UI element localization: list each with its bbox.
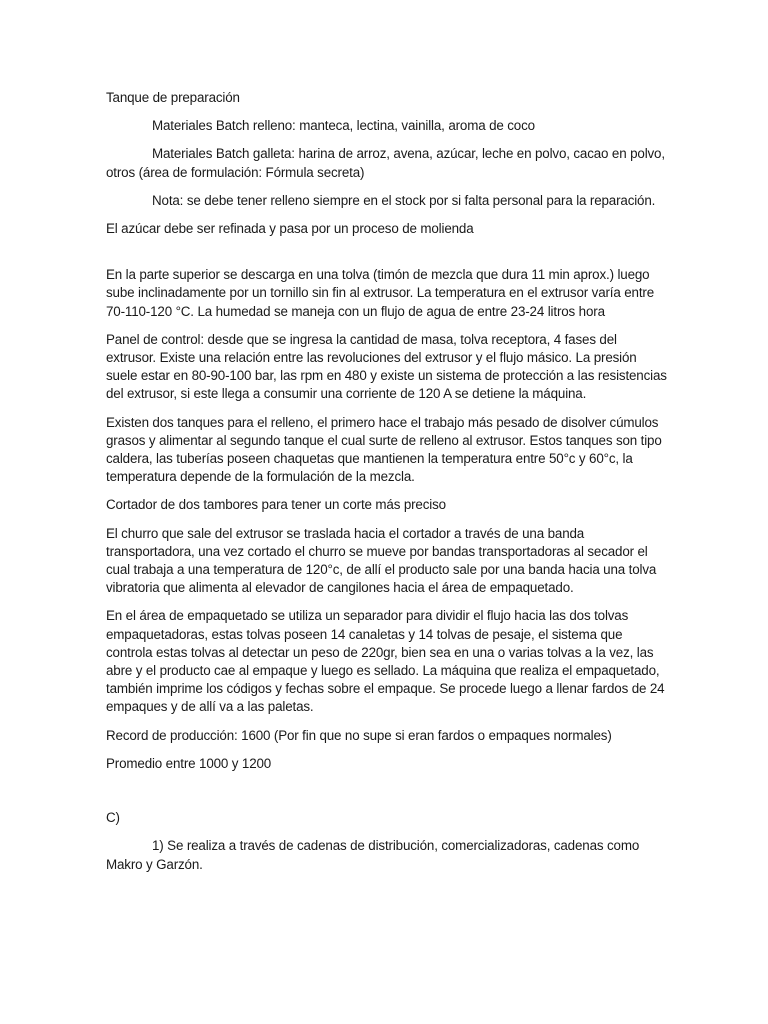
heading-tanque: Tanque de preparación [106, 90, 240, 105]
list-item-1: 1) Se realiza a través de cadenas de distribución, comercializadoras, cadenas como Makro y Garzón. [106, 838, 640, 872]
paragraph-tolva-extrusor: En la parte superior se descarga en una tolva (timón de mezcla que dura 11 min aprox.) luego sube inclinadamente por un tornillo sin fin al extrusor. La temperatura en el extrusor varía entre 70-110-120 °C. La humedad se maneja con un flujo de agua de entre 23-24 litros hora [106, 267, 655, 319]
paragraph-tanques-relleno: Existen dos tanques para el relleno, el primero hace el trabajo más pesado de disolver cúmulos grasos y alimentar al segundo tanque el cual surte de relleno al extrusor. Estos tanques son tipo caldera, las tuberías poseen chaquetas que mantienen la temperatura entre 50°c y 60°c, la temperatura depende de la formulación de la mezcla. [106, 414, 662, 485]
paragraph-batch-relleno: Materiales Batch relleno: manteca, lectina, vainilla, aroma de coco [152, 118, 535, 134]
paragraph-promedio: Promedio entre 1000 y 1200 [106, 755, 272, 771]
paragraph-panel-control: Panel de control: desde que se ingresa la cantidad de masa, tolva receptora, 4 fases del extrusor. Existe una relación entre las revoluciones del extrusor y el flujo másico. La presión suele estar en 80-90-100 bar, las rpm en 480 y existe un sistema de protección a las resistencias del extrusor, si este llega a consumir una corriente de 120 A se detiene la máquina. [106, 331, 667, 402]
paragraph-empaquetado: En el área de empaquetado se utiliza un separador para dividir el flujo hacia las dos tolvas empaquetadoras, estas tolvas poseen 14 canaletas y 14 tolvas de pesaje, el sistema que controla estas tolvas al detectar un peso de 220gr, bien sea en una o varias tolvas a la vez, las abre y el producto cae al empaque y luego es sellado. La máquina que realiza el empaquetado, también imprime los códigos y fechas sobre el empaque. Se procede luego a llenar fardos de 24 empaques y de allí va a las paletas. [106, 608, 665, 715]
paragraph-batch-galleta: Materiales Batch galleta: harina de arroz, avena, azúcar, leche en polvo, cacao en polvo, otros (área de formulación: Fórmula secreta) [106, 146, 665, 180]
paragraph-churro: El churro que sale del extrusor se traslada hacia el cortador a través de una banda transportadora, una vez cortado el churro se mueve por bandas transportadoras al secador el cual trabaja a una temperatura de 120°c, de allí el producto sale por una banda hacia una tolva vibratoria que alimenta al elevador de cangilones hacia el área de empaquetado. [106, 525, 657, 596]
paragraph-azucar: El azúcar debe ser refinada y pasa por un proceso de molienda [106, 221, 474, 237]
paragraph-nota: Nota: se debe tener relleno siempre en el stock por si falta personal para la reparación. [152, 192, 656, 208]
paragraph-record: Record de producción: 1600 (Por fin que no supe si eran fardos o empaques normales) [106, 727, 612, 743]
paragraph-cortador: Cortador de dos tambores para tener un corte más preciso [106, 497, 446, 513]
section-label-c: C) [106, 810, 120, 826]
